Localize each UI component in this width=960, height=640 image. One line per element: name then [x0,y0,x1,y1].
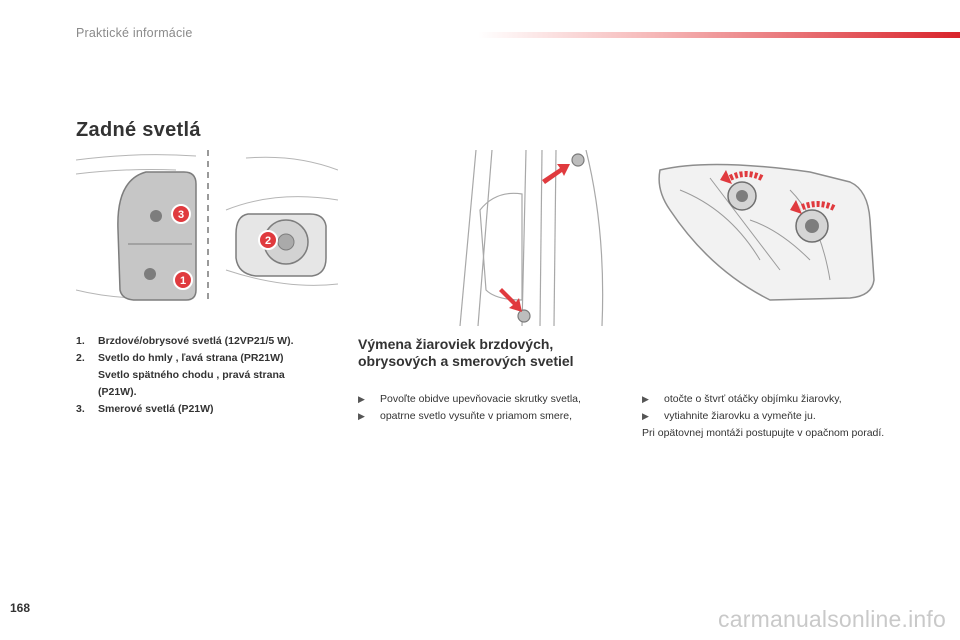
page-number: 168 [10,601,31,615]
upper-screw [572,154,584,166]
instruction-step: ▶ opatrne svetlo vysuňte v priamom smere, [358,408,628,425]
bulb-socket-top [150,210,162,222]
legend-item-2-line-2: Svetlo spätného chodu , pravá strana [98,369,285,381]
bulb-socket-bottom [144,268,156,280]
bulb-holder-figure [650,150,880,310]
arrow-to-lower-screw [499,288,522,312]
fixing-screws-figure [456,150,620,326]
callout-3 [172,205,190,223]
legend-item-2: 2. Svetlo do hmly , ľavá strana (PR21W) [76,352,284,364]
replacement-title: Výmena žiaroviek brzdových, obrysových a smerových svetiel [358,336,574,369]
arrow-box-icon: ▶ [358,394,365,404]
header-accent-bar [478,32,960,38]
arrow-box-icon: ▶ [642,394,649,404]
legend-item-1: 1. Brzdové/obrysové svetlá (12VP21/5 W). [76,335,294,347]
instructions-column-2 [642,391,902,442]
bulb-legend [76,333,346,418]
header-title: Praktické informácie [76,26,193,40]
lower-screw [518,310,530,322]
reassembly-note: Pri opätovnej montáži postupujte v opačnom poradí. [642,427,885,439]
legend-item-2-line-3: (P21W). [98,386,137,398]
section-title: Zadné svetlá [76,119,201,141]
callout-2 [259,231,277,249]
arrow-box-icon: ▶ [642,411,649,421]
arrow-box-icon: ▶ [358,411,365,421]
svg-text:3: 3 [177,209,185,221]
instructions-column-1 [358,391,628,425]
svg-text:1: 1 [179,275,187,287]
legend-item-3: 3. Smerové svetlá (P21W) [76,403,214,415]
callout-1 [174,271,192,289]
instruction-step: ▶ otočte o štvrť otáčky objímku žiarovky, [642,391,902,408]
instruction-step: ▶ Povoľte obidve upevňovacie skrutky svetla, [358,391,628,408]
rear-lamp-figure [76,150,338,302]
svg-text:2: 2 [264,235,272,247]
instruction-step: ▶ vytiahnite žiarovku a vymeňte ju. [642,408,902,425]
watermark: carmanualsonline.info [718,606,946,632]
